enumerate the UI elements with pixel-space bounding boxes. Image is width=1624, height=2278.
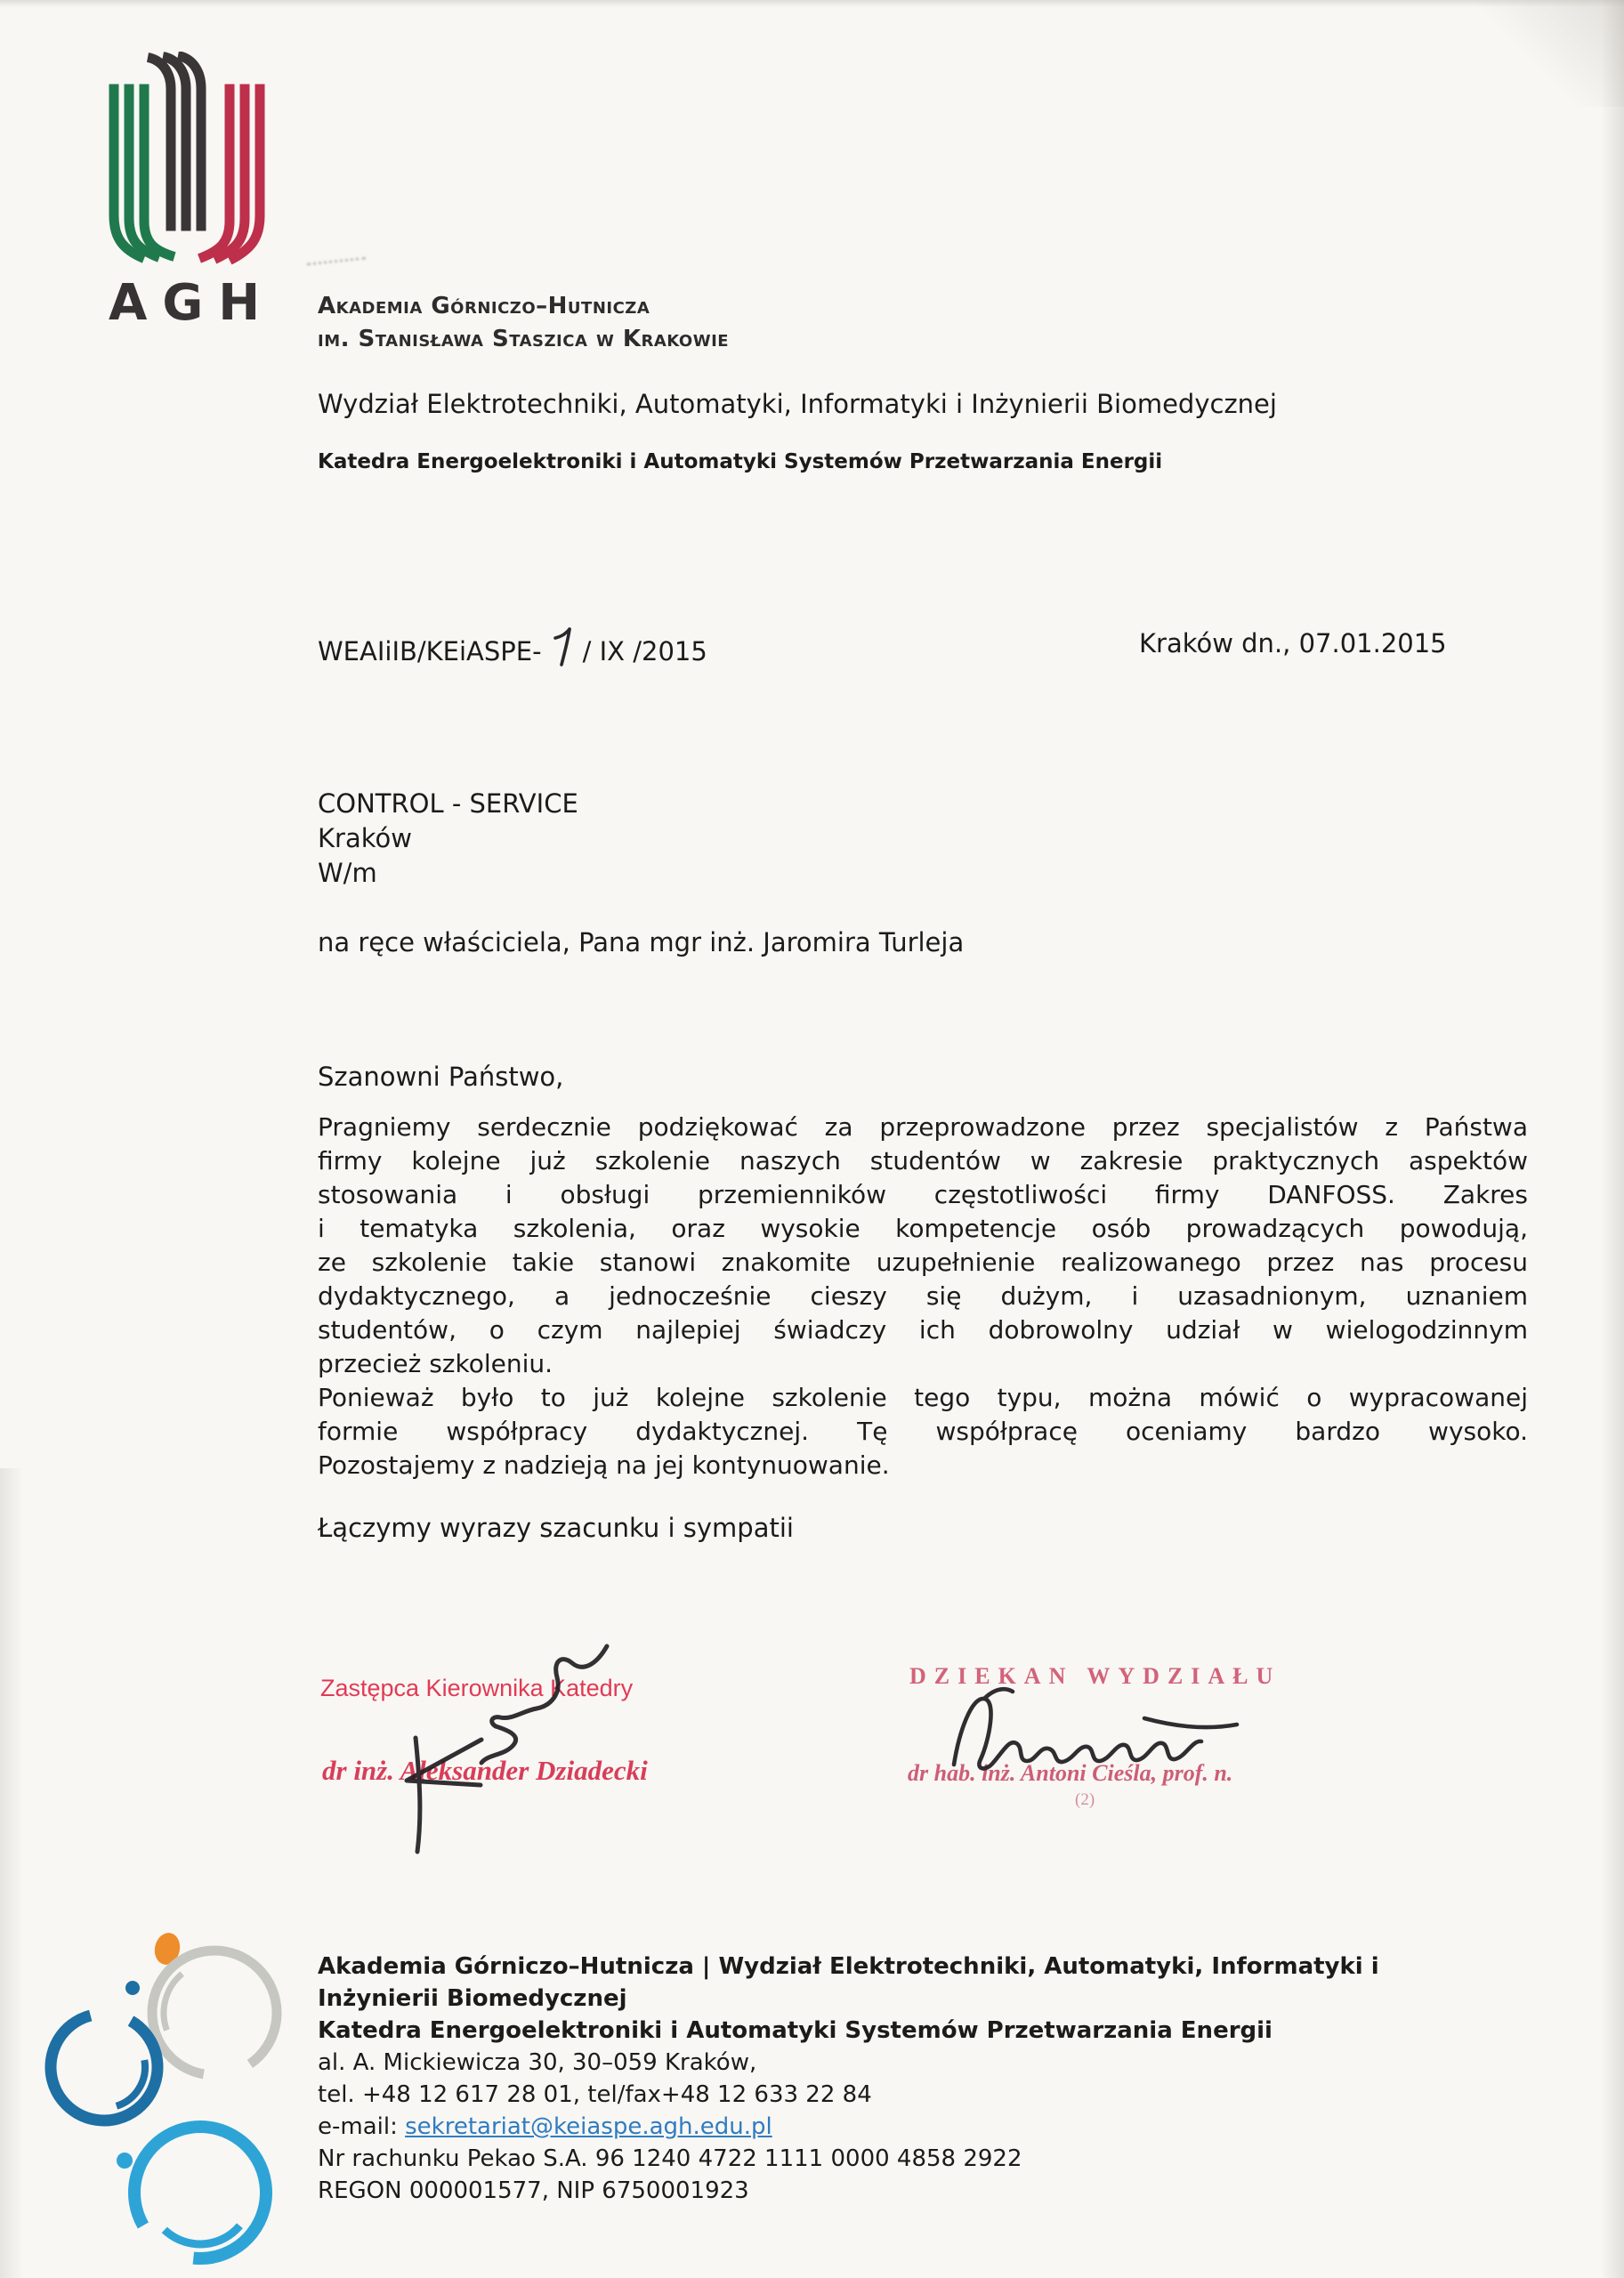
body-line: dydaktycznego, a jednocześnie cieszy się dużym, i uzasadnionym, uznaniem bbox=[318, 1281, 1528, 1311]
department-name: Katedra Energoelektroniki i Automatyki Systemów Przetwarzania Energii bbox=[318, 450, 1163, 473]
university-line2: im. Stanisława Staszica w Krakowie bbox=[318, 326, 730, 352]
body-line: stosowania i obsługi przemienników częstotliwości firmy DANFOSS. Zakres bbox=[318, 1180, 1528, 1209]
handwritten-number-value bbox=[583, 626, 584, 627]
reference-number bbox=[318, 626, 707, 667]
body-line: ze szkolenie takie stanowi znakomite uzupełnienie realizowanego przez nas procesu bbox=[318, 1248, 1528, 1277]
footer-email-line bbox=[318, 2111, 1379, 2143]
scan-artifact bbox=[1601, 0, 1624, 2278]
right-stamp-note: (2) bbox=[1075, 1790, 1095, 1809]
recipient-block bbox=[318, 787, 578, 891]
body-line: formie współpracy dydaktycznej. Tę współpracę oceniamy bardzo wysoko. bbox=[318, 1417, 1528, 1446]
email-link[interactable]: sekretariat@keiaspe.agh.edu.pl bbox=[405, 2113, 772, 2140]
footer-regon-nip: REGON 000001577, NIP 6750001923 bbox=[318, 2177, 749, 2204]
left-stamp-name: dr inż. Aleksander Dziadecki bbox=[322, 1755, 648, 1786]
footer-department: Katedra Energoelektroniki i Automatyki Systemów Przetwarzania Energii bbox=[318, 2017, 1273, 2044]
university-name bbox=[318, 290, 729, 356]
body-line: firmy kolejne już szkolenie naszych studentów w zakresie praktycznych aspektów bbox=[318, 1146, 1528, 1175]
scan-artifact bbox=[0, 0, 1624, 7]
right-stamp-title: DZIEKAN WYDZIAŁU bbox=[909, 1663, 1281, 1689]
footer-address: al. A. Mickiewicza 30, 30–059 Kraków, bbox=[318, 2049, 757, 2076]
agh-acronym: AGH bbox=[109, 274, 276, 332]
footer-phone: tel. +48 12 617 28 01, tel/fax+48 12 633 22 84 bbox=[318, 2081, 872, 2108]
department-logo-icon bbox=[27, 1913, 294, 2269]
agh-logo-icon bbox=[105, 52, 279, 272]
body-line: Pragniemy serdecznie podziękować za przeprowadzone przez specjalistów z Państwa bbox=[318, 1112, 1528, 1142]
scan-artifact bbox=[1477, 0, 1624, 107]
body-line: przecież szkoleniu. bbox=[318, 1349, 553, 1378]
reference-suffix: / IX /2015 bbox=[582, 636, 707, 666]
footer-block bbox=[318, 1951, 1379, 2207]
footer-org-line2: Inżynierii Biomedycznej bbox=[318, 1985, 627, 2012]
university-line1: Akademia Górniczo–Hutnicza bbox=[318, 293, 650, 319]
scan-artifact bbox=[0, 1468, 23, 2278]
place-and-date: Kraków dn., 07.01.2015 bbox=[1139, 628, 1447, 658]
right-signature-icon bbox=[941, 1684, 1253, 1773]
letter-body bbox=[318, 1111, 1528, 1482]
footer-email-label: e-mail: bbox=[318, 2113, 406, 2140]
faculty-name: Wydział Elektrotechniki, Automatyki, Informatyki i Inżynierii Biomedycznej bbox=[318, 389, 1277, 419]
recipient-city: Kraków bbox=[318, 823, 412, 853]
pencil-smudge bbox=[307, 257, 368, 284]
right-stamp-name: dr hab. inż. Antoni Cieśla, prof. n. bbox=[908, 1760, 1233, 1786]
body-line: Pozostajemy z nadzieją na jej kontynuowanie. bbox=[318, 1450, 890, 1480]
footer-bank-account: Nr rachunku Pekao S.A. 96 1240 4722 1111 0000 4858 2922 bbox=[318, 2145, 1022, 2172]
body-line: i tematyka szkolenia, oraz wysokie kompetencje osób prowadzących powodują, bbox=[318, 1214, 1528, 1243]
handwritten-number-icon bbox=[553, 626, 576, 667]
salutation: Szanowni Państwo, bbox=[318, 1062, 564, 1092]
recipient-delivery: W/m bbox=[318, 858, 377, 888]
closing-line: Łączymy wyrazy szacunku i sympatii bbox=[318, 1513, 794, 1543]
left-signature-icon bbox=[396, 1640, 627, 1862]
attention-line: na ręce właściciela, Pana mgr inż. Jaromira Turleja bbox=[318, 927, 965, 957]
body-line: studentów, o czym najlepiej świadczy ich dobrowolny udział w wielogodzinnym bbox=[318, 1315, 1528, 1345]
recipient-company: CONTROL - SERVICE bbox=[318, 788, 578, 819]
footer-org-line1: Akademia Górniczo–Hutnicza | Wydział Elektrotechniki, Automatyki, Informatyki i bbox=[318, 1953, 1379, 1980]
left-stamp-title: Zastępca Kierownika Katedry bbox=[320, 1675, 634, 1701]
reference-prefix: WEAIiIB/KEiASPE- bbox=[318, 636, 542, 666]
body-line: Ponieważ było to już kolejne szkolenie tego typu, można mówić o wypracowanej bbox=[318, 1383, 1528, 1412]
